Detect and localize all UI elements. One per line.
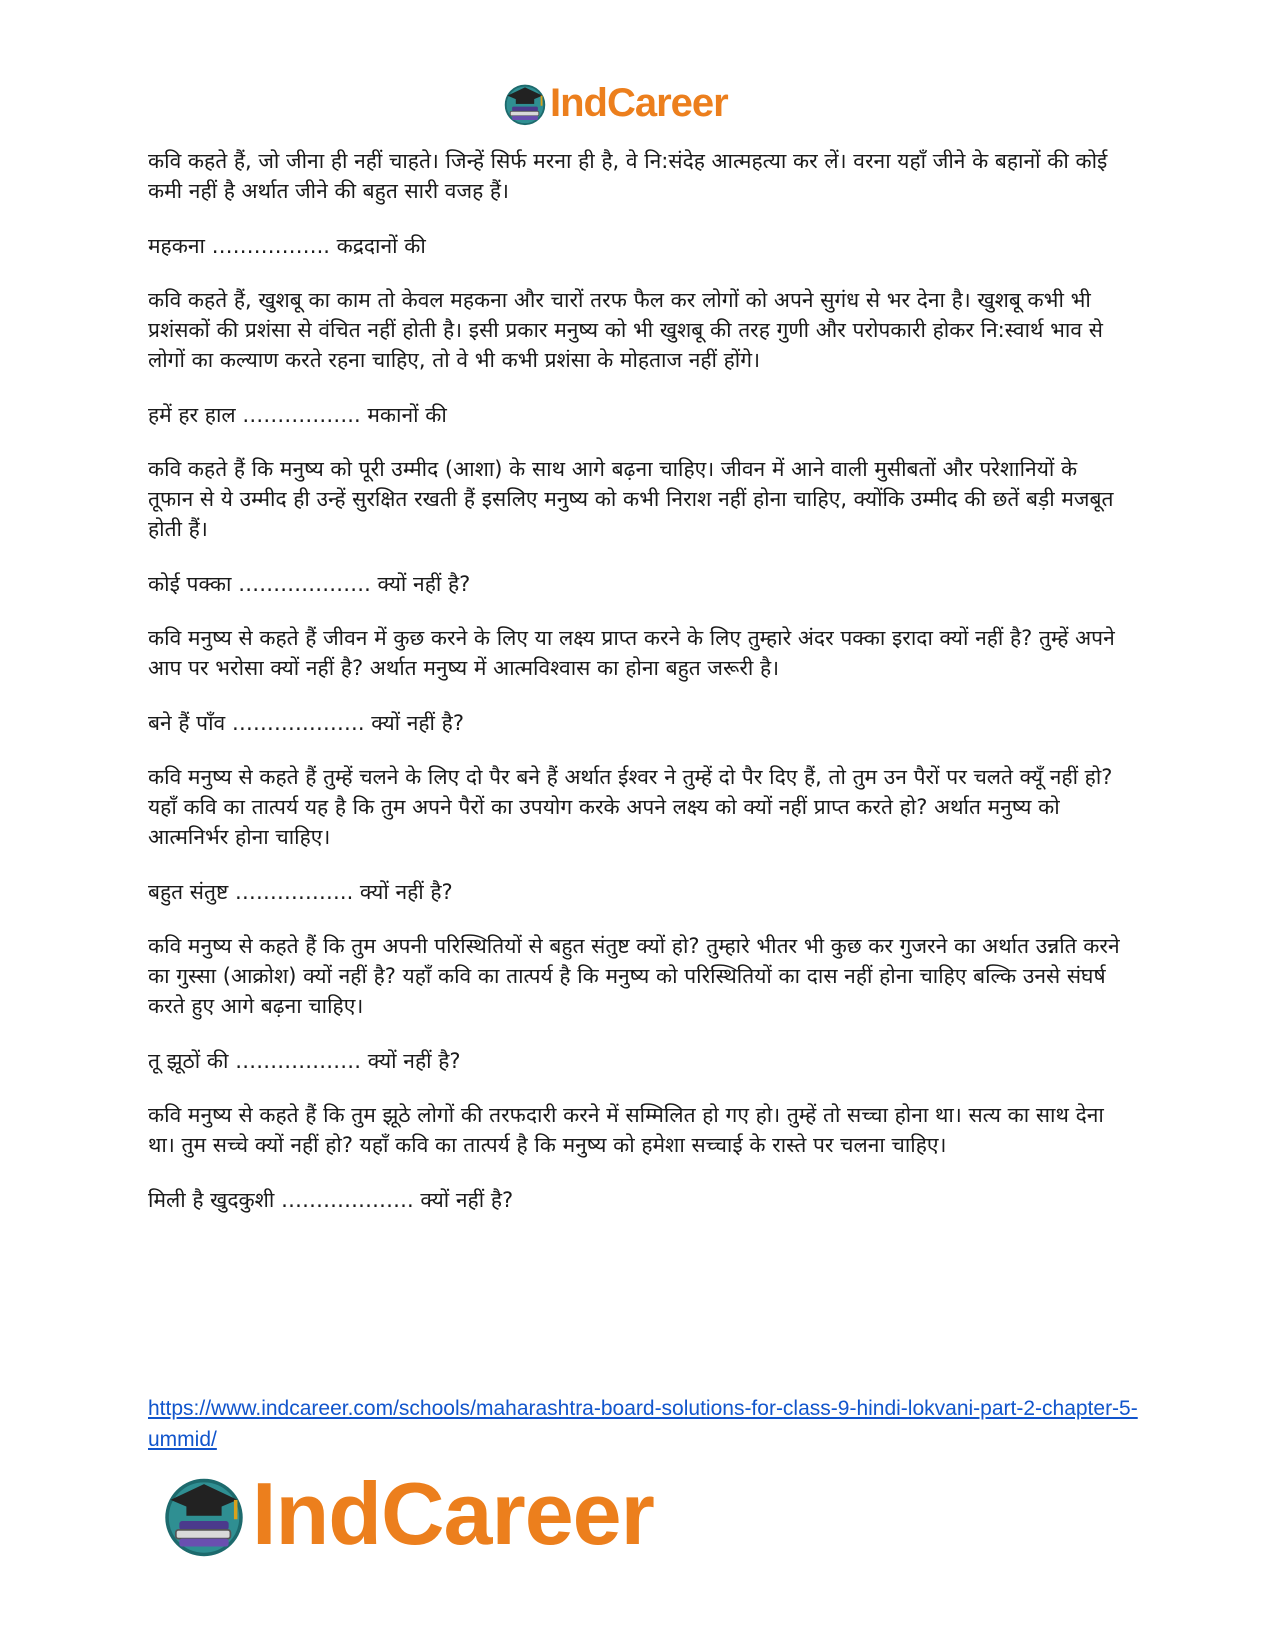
poem-line: बने हैं पाँव ………………. क्यों नहीं है? (148, 711, 464, 735)
page-content (148, 146, 1128, 1239)
paragraph: कवि मनुष्य से कहते हैं कि तुम अपनी परिस्थितियों से बहुत संतुष्ट क्यों हो? तुम्हारे भीतर भी कुछ कर गुजरने का अर्थात उन्नति करने का गुस्सा (आक्रोश) क्यों नहीं है? यहाँ कवि का तात्पर्य है कि मनुष्य को परिस्थितियों का दास नहीं होना चाहिए बल्कि उनसे संघर्ष करते हुए आगे बढ़ना चाहिए। (148, 934, 1120, 1018)
paragraph: कवि मनुष्य से कहते हैं कि तुम झूठे लोगों की तरफदारी करने में सम्मिलित हो गए हो। तुम्हें तो सच्चा होना था। सत्य का साथ देना था। तुम सच्चे क्यों नहीं हो? यहाँ कवि का तात्पर्य है कि मनुष्य को हमेशा सच्चाई के रास्ते पर चलना चाहिए। (148, 1103, 1104, 1157)
brand-name: IndCareer (252, 1464, 654, 1563)
poem-line: हमें हर हाल …………….. मकानों की (148, 403, 447, 427)
indcareer-logo-header (502, 80, 728, 126)
poem-line: मिली है खुदकुशी ………………. क्यों नहीं है? (148, 1188, 514, 1212)
graduation-cap-books-icon (160, 1470, 248, 1558)
poem-line: कोई पक्का ………………. क्यों नहीं है? (148, 572, 471, 596)
paragraph: कवि कहते हैं, खुशबू का काम तो केवल महकना और चारों तरफ फैल कर लोगों को अपने सुगंध से भर देना है। खुशबू कभी भी प्रशंसकों की प्रशंसा से वंचित नहीं होती है। इसी प्रकार मनुष्य को भी खुशबू की तरह गुणी और परोपकारी होकर नि:स्वार्थ भाव से लोगों का कल्याण करते रहना चाहिए, तो वे भी कभी प्रशंसा के मोहताज नहीं होंगे। (148, 288, 1103, 372)
graduation-cap-books-icon (502, 80, 548, 126)
source-url-link[interactable]: https://www.indcareer.com/schools/maharashtra-board-solutions-for-class-9-hindi-lokvani-part-2-chapter-5-ummid/ (148, 1397, 1138, 1451)
paragraph: कवि कहते हैं कि मनुष्य को पूरी उम्मीद (आशा) के साथ आगे बढ़ना चाहिए। जीवन में आने वाली मुसीबतों और परेशानियों के तूफान से ये उम्मीद ही उन्हें सुरक्षित रखती हैं इसलिए मनुष्य को कभी निराश नहीं होना चाहिए, क्योंकि उम्मीद की छतें बड़ी मजबूत होती हैं। (148, 457, 1114, 541)
indcareer-logo-footer (160, 1464, 654, 1563)
poem-line: बहुत संतुष्ट …………….. क्यों नहीं है? (148, 880, 453, 904)
paragraph: कवि मनुष्य से कहते हैं तुम्हें चलने के लिए दो पैर बने हैं अर्थात ईश्वर ने तुम्हें दो पैर दिए हैं, तो तुम उन पैरों पर चलते क्यूँ नहीं हो? यहाँ कवि का तात्पर्य यह है कि तुम अपने पैरों का उपयोग करके अपने लक्ष्य को क्यों नहीं प्राप्त करते हो? अर्थात मनुष्य को आत्मनिर्भर होना चाहिए। (148, 765, 1113, 849)
poem-line: तू झूठों की ……………… क्यों नहीं है? (148, 1049, 461, 1073)
paragraph: कवि मनुष्य से कहते हैं जीवन में कुछ करने के लिए या लक्ष्य प्राप्त करने के लिए तुम्हारे अंदर पक्का इरादा क्यों नहीं है? तुम्हें अपने आप पर भरोसा क्यों नहीं है? अर्थात मनुष्य में आत्मविश्वास का होना बहुत जरूरी है। (148, 626, 1115, 680)
brand-name: IndCareer (550, 81, 728, 125)
poem-line: महकना …………….. कद्रदानों की (148, 234, 426, 258)
paragraph: कवि कहते हैं, जो जीना ही नहीं चाहते। जिन्हें सिर्फ मरना ही है, वे नि:संदेह आत्महत्या कर लें। वरना यहाँ जीने के बहानों की कोई कमी नहीं है अर्थात जीने की बहुत सारी वजह हैं। (148, 149, 1108, 203)
